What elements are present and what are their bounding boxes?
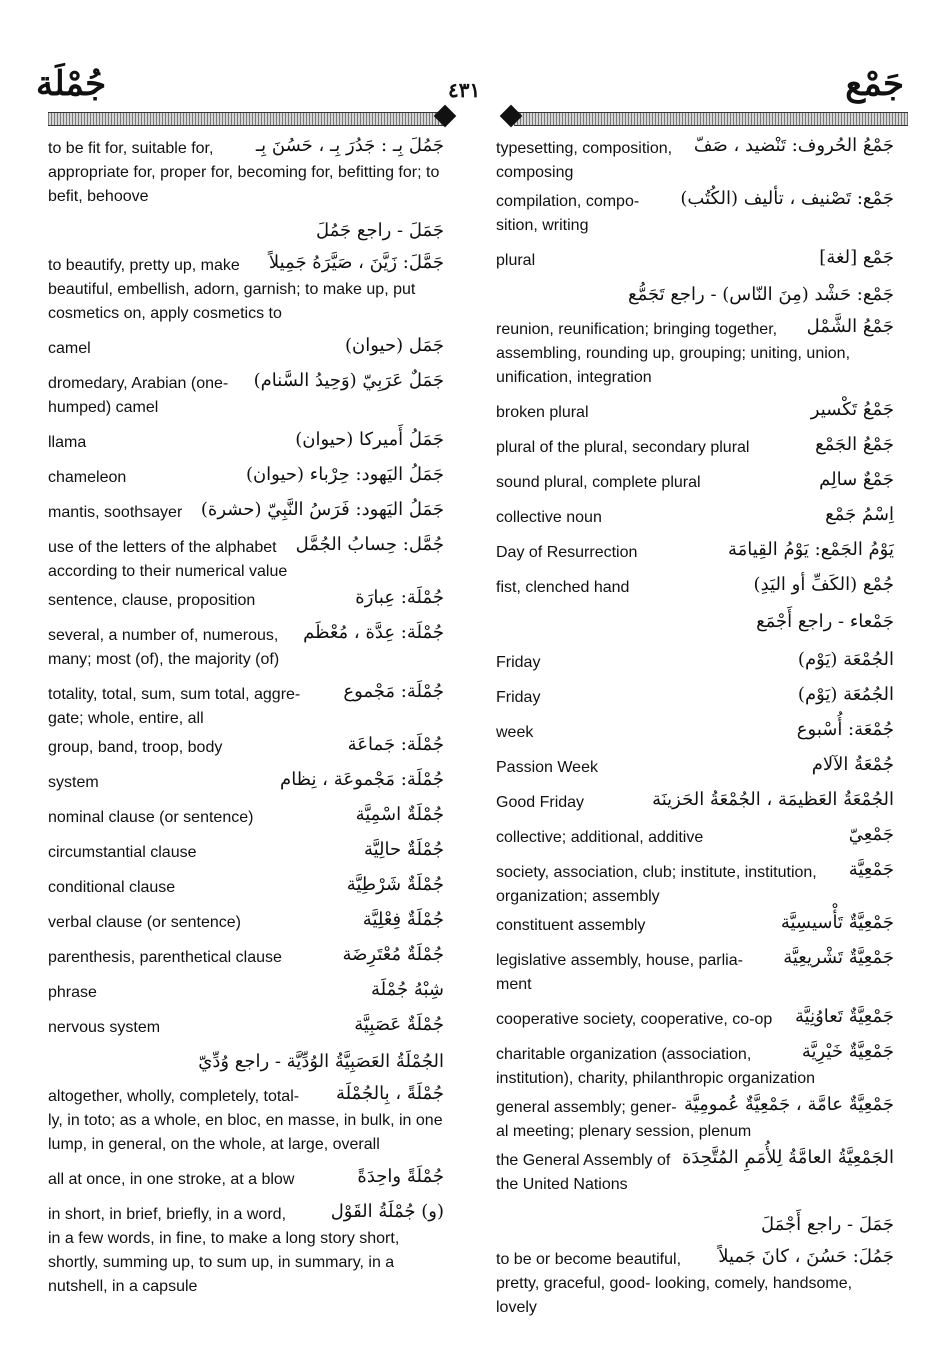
dictionary-entry [48,736,444,759]
arabic-headword: الجُمْعَةُ العَظيمَة ، الجُمْعَةُ الحَزينَة [652,789,894,810]
english-definition: conditional clause [48,879,176,896]
arabic-headword: جَمْعِيَّة [848,859,894,880]
arabic-headword: جَمَلُ اليَهود: فَرَسُ النَّبِيّ (حشرة) [200,499,444,520]
english-definition: collective noun [496,509,602,526]
english-definition: nominal clause (or sentence) [48,809,254,826]
arabic-headword: جُمْلَة: جَماعَة [347,734,444,755]
dictionary-entry [496,401,894,424]
english-definition: typesetting, composition, [496,140,673,157]
arabic-headword: جَمْعٌ سالِم [819,469,894,490]
arabic-headword: جُمْلَة: مَجْموع [343,681,444,702]
english-definition: use of the letters of the alphabet [48,539,277,556]
dictionary-entry [496,1043,894,1090]
left-column [48,137,444,1298]
dictionary-entry [48,372,444,419]
arabic-headword: جُمْعَةُ الآلام [811,754,894,775]
english-definition: Good Friday [496,794,585,811]
arabic-headword: جُمْلَة: عِبارَة [355,587,444,608]
dictionary-entry [496,914,894,937]
cross-reference: جَمْعاء - راجع أَجْمَع [756,611,894,632]
dictionary-entry [48,137,444,208]
dictionary-entry [48,841,444,864]
dictionary-entry [496,190,894,237]
dictionary-entry [48,466,444,489]
dictionary-entry [496,506,894,529]
english-definition: parenthesis, parenthetical clause [48,949,282,966]
english-definition: week [496,724,534,741]
dictionary-entry [496,541,894,564]
arabic-headword: جَمْعِيّ [848,824,894,845]
english-definition: sound plural, complete plural [496,474,701,491]
english-definition: general assembly; gener- [496,1099,677,1116]
arabic-headword: جُمْلَةٌ اسْمِيَّة [355,804,444,825]
arabic-headword: (و) جُمْلَةُ القَوْل [330,1201,444,1222]
arabic-headword: جَمُلَ: حَسُنَ ، كانَ جَميلاً [718,1246,894,1267]
dictionary-entry [48,1016,444,1039]
english-definition-cont: composing [496,164,574,181]
dictionary-entry [48,981,444,1004]
english-definition: in short, in brief, briefly, in a word, [48,1206,287,1223]
english-definition-cont: the United Nations [496,1176,628,1193]
english-definition-cont: ly, in toto; as a whole, en bloc, en masse, in bulk, in one lump, in general, on the whole, at large, overall [48,1112,443,1153]
dictionary-entry [48,1168,444,1191]
english-definition: nervous system [48,1019,161,1036]
cross-reference: الجُمْلَةُ العَصَبِيَّةُ الوُدِّيَّة - راجع وُدِّيّ [198,1051,444,1072]
cross-reference: جَمَلَ - راجع أَجْمَلَ [761,1214,894,1235]
english-definition-cont: ment [496,976,532,993]
english-definition: Friday [496,654,541,671]
english-definition: legislative assembly, house, parlia- [496,952,743,969]
right-column [496,137,894,1319]
english-definition: several, a number of, numerous, [48,627,279,644]
dictionary-entry [48,876,444,899]
english-definition: reunion, reunification; bringing together, [496,321,778,338]
arabic-headword: اِسْمُ جَمْع [825,504,894,525]
dictionary-entry [496,686,894,709]
english-definition: chameleon [48,469,127,486]
cross-reference: جَمْع: حَشْد (مِنَ النّاس) - راجع تَجَمُّع [627,284,894,305]
english-definition-cont: assembling, rounding up, grouping; uniting, union, unification, integration [496,345,851,386]
dictionary-entry [496,651,894,674]
dictionary-entry [48,683,444,730]
header-rule-right [514,112,908,126]
english-definition-cont: gate; whole, entire, all [48,710,204,727]
english-definition-cont: many; most (of), the majority (of) [48,651,280,668]
arabic-headword: جَمْعُ الحُروف: تَنْضيد ، صَفّ [693,135,894,156]
dictionary-entry [48,1085,444,1156]
arabic-headword: جَمَلٌ عَرَبِيّ (وَحِيدُ السَّنام) [253,370,444,391]
arabic-headword: جُمْلَةً ، بِالجُمْلَة [335,1083,444,1104]
english-definition: to be or become beautiful, [496,1251,682,1268]
english-definition: fist, clenched hand [496,579,630,596]
arabic-headword: جَمْعِيَّةٌ تَأْسيسِيَّة [780,912,894,933]
arabic-headword: جَمَلُ اليَهود: حِرْباء (حيوان) [245,464,444,485]
english-definition: broken plural [496,404,589,421]
english-definition-cont: beautiful, embellish, adorn, garnish; to make up, put cosmetics on, apply cosmetics to [48,281,416,322]
english-definition-cont: according to their numerical value [48,563,288,580]
dictionary-entry [496,436,894,459]
english-definition: all at once, in one stroke, at a blow [48,1171,295,1188]
arabic-headword: شِبْهُ جُمْلَة [370,979,444,1000]
dictionary-entry [48,1203,444,1298]
dictionary-entry [496,137,894,184]
dictionary-entry [48,501,444,524]
english-definition: to be fit for, suitable for, [48,140,214,157]
english-definition-cont: appropriate for, proper for, becoming for, befitting for; to befit, behoove [48,164,440,205]
arabic-headword: جَمْعِيَّةٌ تَشْريعِيَّة [783,947,894,968]
dictionary-entry [48,911,444,934]
english-definition: plural [496,252,536,269]
english-definition: Passion Week [496,759,598,776]
arabic-headword: جَمَل (حيوان) [344,335,444,356]
arabic-headword: جُمَّل: حِسابُ الجُمَّل [295,534,444,555]
arabic-headword: جَمْع [لغة] [819,247,894,268]
arabic-headword: جَمْع: تَصْنيف ، تأليف (الكُتُب) [680,188,894,209]
dictionary-entry [48,431,444,454]
arabic-headword: جَمْعِيَّةٌ تَعاوُنِيَّة [795,1006,894,1027]
english-definition: mantis, soothsayer [48,504,183,521]
dictionary-entry [48,337,444,360]
arabic-headword: جَمْعُ تَكْسير [810,399,894,420]
english-definition: the General Assembly of [496,1152,671,1169]
dictionary-entry [496,1008,894,1031]
dictionary-entry [496,318,894,389]
arabic-headword: جَمْعِيَّةٌ خَيْرِيَّة [801,1041,894,1062]
english-definition: dromedary, Arabian (one- [48,375,229,392]
english-definition: verbal clause (or sentence) [48,914,241,931]
arabic-headword: جُمْعَة: أُسْبوع [796,719,894,740]
english-definition: group, band, troop, body [48,739,223,756]
arabic-headword: جُمْع (الكَفِّ أو اليَدِ) [753,574,894,595]
arabic-headword: جُمْلَةً واحِدَةً [357,1166,444,1187]
english-definition-cont: pretty, graceful, good- looking, comely, handsome, lovely [496,1275,853,1316]
dictionary-entry [496,471,894,494]
english-definition-cont: in a few words, in fine, to make a long story short, shortly, summing up, to sum up, in summary, in a nutshell, in a capsule [48,1230,400,1295]
arabic-headword: جُمْلَةٌ مُعْتَرِضَة [342,944,444,965]
header-guide-word-right: جَمْع [845,64,904,104]
dictionary-entry [496,249,894,272]
dictionary-entry [48,589,444,612]
english-definition: collective; additional, additive [496,829,704,846]
arabic-headword: الجَمْعِيَّةُ العامَّةُ لِلأُمَمِ المُتَّحِدَة [681,1147,894,1168]
english-definition: circumstantial clause [48,844,197,861]
arabic-headword: جَمْعِيَّةٌ عامَّة ، جَمْعِيَّةٌ عُمومِيَّة [684,1094,894,1115]
english-definition-cont: sition, writing [496,217,589,234]
dictionary-entry [496,721,894,744]
english-definition: totality, total, sum, sum total, aggre- [48,686,301,703]
page-number: ٤٣١ [448,78,481,102]
cross-reference: جَمَلَ - راجع جَمُلَ [316,220,444,241]
dictionary-entry [496,861,894,908]
english-definition: society, association, club; institute, institution, [496,864,817,881]
english-definition-cont: al meeting; plenary session, plenum [496,1123,752,1140]
arabic-headword: جُمْلَة: مَجْموعَة ، نِظام [280,769,444,790]
english-definition: charitable organization (association, [496,1046,752,1063]
arabic-headword: جُمْلَة: عِدَّة ، مُعْظَم [303,622,444,643]
english-definition: constituent assembly [496,917,646,934]
english-definition: altogether, wholly, completely, total- [48,1088,300,1105]
english-definition-cont: organization; assembly [496,888,660,905]
arabic-headword: يَوْمُ الجَمْع: يَوْمُ القِيامَة [727,539,894,560]
dictionary-entry [496,826,894,849]
dictionary-entry [496,576,894,599]
dictionary-entry [48,806,444,829]
dictionary-entry [48,624,444,671]
english-definition: Friday [496,689,541,706]
english-definition: sentence, clause, proposition [48,592,256,609]
arabic-headword: جَمْعُ الشَّمْل [806,316,894,337]
arabic-headword: جُمْلَةٌ حالِيَّة [363,839,444,860]
english-definition: plural of the plural, secondary plural [496,439,750,456]
dictionary-entry [496,1096,894,1143]
arabic-headword: جُمْلَةٌ عَصَبِيَّة [354,1014,444,1035]
english-definition: compilation, compo- [496,193,640,210]
dictionary-entry [48,254,444,325]
dictionary-entry [496,1149,894,1196]
english-definition: to beautify, pretty up, make [48,257,240,274]
english-definition-cont: institution), charity, philanthropic organization [496,1070,815,1087]
arabic-headword: الجُمْعَة (يَوْم) [797,649,894,670]
header-rule-left [48,112,444,126]
english-definition: system [48,774,99,791]
dictionary-entry [496,791,894,814]
dictionary-entry [48,536,444,583]
dictionary-entry [48,946,444,969]
arabic-headword: جُمْلَةٌ شَرْطِيَّة [346,874,444,895]
english-definition: Day of Resurrection [496,544,638,561]
dictionary-entry [496,949,894,996]
arabic-headword: جَمَلُ أَميركا (حيوان) [295,429,444,450]
dictionary-entry [496,756,894,779]
arabic-headword: جَمُلَ بِـ : جَدُرَ بِـ ، حَسُنَ بِـ [255,135,444,156]
arabic-headword: جُمْلَةٌ فِعْلِيَّة [362,909,444,930]
header-guide-word-left: جُمْلَة [36,64,107,104]
english-definition: llama [48,434,87,451]
arabic-headword: جَمَّلَ: زَيَّنَ ، صَيَّرَهُ جَمِيلاً [268,252,444,273]
english-definition: camel [48,340,91,357]
english-definition: phrase [48,984,97,1001]
arabic-headword: الجُمُعَة (يَوْم) [797,684,894,705]
english-definition: cooperative society, cooperative, co-op [496,1011,773,1028]
dictionary-entry [496,1248,894,1319]
dictionary-entry [48,771,444,794]
arabic-headword: جَمْعُ الجَمْع [815,434,894,455]
english-definition-cont: humped) camel [48,399,159,416]
